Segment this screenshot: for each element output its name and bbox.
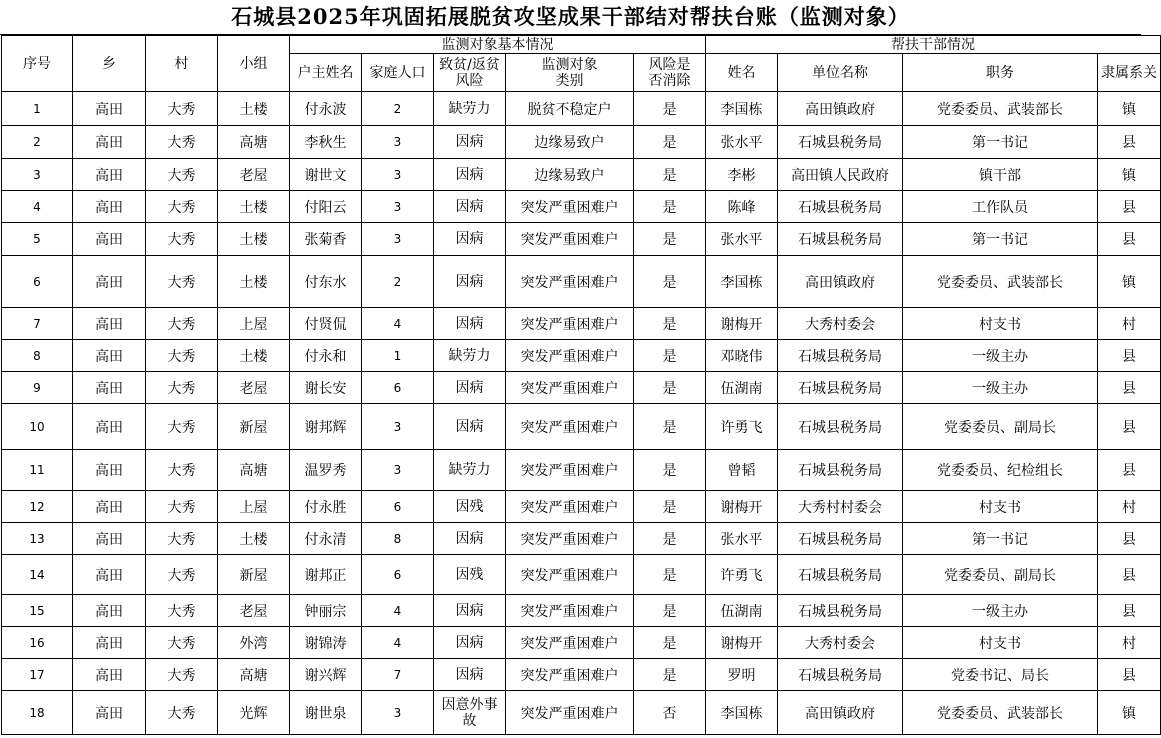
cell-position: 党委委员、副局长	[903, 555, 1098, 595]
table-row	[2, 595, 1161, 627]
cell-eliminated: 是	[634, 92, 706, 126]
cell-township: 高田	[73, 691, 146, 735]
cell-name: 李彬	[706, 159, 778, 191]
header-risk: 致贫/返贫风险	[434, 54, 506, 92]
cell-position: 工作队员	[903, 191, 1098, 223]
cell-affiliation: 县	[1098, 450, 1161, 491]
cell-position: 第一书记	[903, 223, 1098, 256]
cell-name: 曾韬	[706, 450, 778, 491]
cell-seq: 7	[2, 308, 73, 340]
cell-group: 老屋	[218, 159, 290, 191]
cell-risk: 因病	[434, 308, 506, 340]
helper-ledger-table	[1, 35, 1161, 735]
table-row	[2, 340, 1161, 372]
cell-village: 大秀	[146, 126, 218, 159]
cell-affiliation: 县	[1098, 404, 1161, 450]
cell-village: 大秀	[146, 256, 218, 308]
cell-township: 高田	[73, 491, 146, 523]
cell-position: 党委委员、副局长	[903, 404, 1098, 450]
cell-group: 高塘	[218, 126, 290, 159]
table-row	[2, 523, 1161, 555]
cell-position: 党委书记、局长	[903, 659, 1098, 691]
cell-eliminated: 是	[634, 340, 706, 372]
cell-eliminated: 是	[634, 491, 706, 523]
cell-township: 高田	[73, 595, 146, 627]
header-township: 乡	[73, 36, 146, 92]
cell-unit: 高田镇政府	[778, 691, 903, 735]
cell-unit: 大秀村委会	[778, 308, 903, 340]
cell-affiliation: 县	[1098, 659, 1161, 691]
header-family-size: 家庭人口	[362, 54, 434, 92]
cell-position: 一级主办	[903, 340, 1098, 372]
cell-affiliation: 县	[1098, 126, 1161, 159]
cell-unit: 石城县税务局	[778, 450, 903, 491]
cell-category: 突发严重困难户	[506, 404, 634, 450]
cell-village: 大秀	[146, 450, 218, 491]
cell-affiliation: 县	[1098, 223, 1161, 256]
cell-name: 罗明	[706, 659, 778, 691]
cell-position: 一级主办	[903, 372, 1098, 404]
cell-township: 高田	[73, 404, 146, 450]
cell-position: 第一书记	[903, 523, 1098, 555]
cell-village: 大秀	[146, 404, 218, 450]
header-affiliation: 隶属系关	[1098, 54, 1161, 92]
header-group: 小组	[218, 36, 290, 92]
cell-category: 突发严重困难户	[506, 256, 634, 308]
cell-category: 突发严重困难户	[506, 372, 634, 404]
cell-householder: 谢世文	[290, 159, 362, 191]
cell-name: 邓晓伟	[706, 340, 778, 372]
cell-category: 突发严重困难户	[506, 223, 634, 256]
cell-name: 许勇飞	[706, 404, 778, 450]
cell-name: 李国栋	[706, 256, 778, 308]
cell-seq: 14	[2, 555, 73, 595]
cell-village: 大秀	[146, 491, 218, 523]
cell-name: 张水平	[706, 223, 778, 256]
cell-householder: 付贤侃	[290, 308, 362, 340]
cell-category: 突发严重困难户	[506, 523, 634, 555]
cell-seq: 18	[2, 691, 73, 735]
cell-risk: 缺劳力	[434, 92, 506, 126]
cell-eliminated: 是	[634, 256, 706, 308]
cell-township: 高田	[73, 256, 146, 308]
cell-category: 突发严重困难户	[506, 555, 634, 595]
cell-householder: 谢锦涛	[290, 627, 362, 659]
cell-householder: 付永和	[290, 340, 362, 372]
cell-affiliation: 镇	[1098, 92, 1161, 126]
cell-family-size: 8	[362, 523, 434, 555]
cell-group: 高塘	[218, 450, 290, 491]
cell-affiliation: 县	[1098, 340, 1161, 372]
table-row	[2, 555, 1161, 595]
cell-affiliation: 县	[1098, 555, 1161, 595]
cell-village: 大秀	[146, 627, 218, 659]
cell-family-size: 4	[362, 627, 434, 659]
cell-householder: 谢兴辉	[290, 659, 362, 691]
cell-householder: 谢长安	[290, 372, 362, 404]
cell-village: 大秀	[146, 340, 218, 372]
cell-family-size: 3	[362, 404, 434, 450]
cell-category: 边缘易致户	[506, 126, 634, 159]
cell-group: 老屋	[218, 372, 290, 404]
cell-group: 光辉	[218, 691, 290, 735]
cell-affiliation: 县	[1098, 595, 1161, 627]
cell-affiliation: 村	[1098, 627, 1161, 659]
cell-family-size: 3	[362, 450, 434, 491]
cell-unit: 高田镇政府	[778, 92, 903, 126]
cell-family-size: 4	[362, 308, 434, 340]
cell-family-size: 3	[362, 691, 434, 735]
cell-seq: 11	[2, 450, 73, 491]
cell-township: 高田	[73, 308, 146, 340]
cell-seq: 17	[2, 659, 73, 691]
table-row	[2, 372, 1161, 404]
cell-seq: 5	[2, 223, 73, 256]
cell-eliminated: 否	[634, 691, 706, 735]
cell-seq: 12	[2, 491, 73, 523]
cell-family-size: 3	[362, 126, 434, 159]
cell-affiliation: 村	[1098, 491, 1161, 523]
cell-risk: 因意外事故	[434, 691, 506, 735]
header-unit: 单位名称	[778, 54, 903, 92]
table-row	[2, 256, 1161, 308]
cell-name: 伍湖南	[706, 372, 778, 404]
cell-householder: 付永胜	[290, 491, 362, 523]
cell-risk: 因病	[434, 191, 506, 223]
cell-affiliation: 村	[1098, 308, 1161, 340]
cell-township: 高田	[73, 627, 146, 659]
cell-unit: 石城县税务局	[778, 372, 903, 404]
cell-name: 张水平	[706, 523, 778, 555]
cell-name: 谢梅开	[706, 491, 778, 523]
cell-family-size: 3	[362, 159, 434, 191]
cell-village: 大秀	[146, 691, 218, 735]
cell-category: 突发严重困难户	[506, 691, 634, 735]
cell-category: 突发严重困难户	[506, 659, 634, 691]
cell-eliminated: 是	[634, 555, 706, 595]
cell-village: 大秀	[146, 555, 218, 595]
cell-village: 大秀	[146, 523, 218, 555]
cell-eliminated: 是	[634, 659, 706, 691]
cell-family-size: 7	[362, 659, 434, 691]
cell-unit: 石城县税务局	[778, 191, 903, 223]
cell-township: 高田	[73, 126, 146, 159]
cell-eliminated: 是	[634, 450, 706, 491]
cell-householder: 付永清	[290, 523, 362, 555]
cell-group: 土楼	[218, 223, 290, 256]
cell-eliminated: 是	[634, 372, 706, 404]
cell-position: 镇干部	[903, 159, 1098, 191]
cell-group: 土楼	[218, 256, 290, 308]
cell-risk: 因病	[434, 627, 506, 659]
cell-township: 高田	[73, 450, 146, 491]
cell-affiliation: 镇	[1098, 159, 1161, 191]
cell-position: 第一书记	[903, 126, 1098, 159]
cell-township: 高田	[73, 340, 146, 372]
cell-group: 新屋	[218, 555, 290, 595]
cell-unit: 高田镇人民政府	[778, 159, 903, 191]
cell-seq: 16	[2, 627, 73, 659]
cell-householder: 付永波	[290, 92, 362, 126]
cell-risk: 因病	[434, 595, 506, 627]
cell-group: 高塘	[218, 659, 290, 691]
cell-householder: 钟丽宗	[290, 595, 362, 627]
cell-seq: 4	[2, 191, 73, 223]
cell-village: 大秀	[146, 159, 218, 191]
table-row	[2, 223, 1161, 256]
cell-eliminated: 是	[634, 627, 706, 659]
cell-village: 大秀	[146, 595, 218, 627]
table-row	[2, 92, 1161, 126]
table-row	[2, 491, 1161, 523]
cell-name: 许勇飞	[706, 555, 778, 595]
cell-family-size: 6	[362, 372, 434, 404]
table-row	[2, 627, 1161, 659]
page-title: 石城县2025年巩固拓展脱贫攻坚成果干部结对帮扶台账（监测对象）	[0, 0, 1141, 35]
header-category: 监测对象类别	[506, 54, 634, 92]
cell-eliminated: 是	[634, 126, 706, 159]
cell-unit: 石城县税务局	[778, 595, 903, 627]
cell-eliminated: 是	[634, 595, 706, 627]
table-row	[2, 659, 1161, 691]
cell-risk: 缺劳力	[434, 450, 506, 491]
header-basic-info: 监测对象基本情况	[290, 36, 706, 54]
cell-group: 土楼	[218, 340, 290, 372]
cell-position: 党委委员、武装部长	[903, 256, 1098, 308]
cell-family-size: 2	[362, 256, 434, 308]
cell-group: 土楼	[218, 191, 290, 223]
cell-township: 高田	[73, 92, 146, 126]
cell-unit: 大秀村委会	[778, 627, 903, 659]
cell-village: 大秀	[146, 659, 218, 691]
cell-category: 突发严重困难户	[506, 450, 634, 491]
cell-seq: 10	[2, 404, 73, 450]
cell-seq: 8	[2, 340, 73, 372]
cell-householder: 付东水	[290, 256, 362, 308]
table-header	[2, 36, 1161, 92]
cell-eliminated: 是	[634, 159, 706, 191]
cell-unit: 高田镇政府	[778, 256, 903, 308]
cell-township: 高田	[73, 223, 146, 256]
cell-group: 土楼	[218, 92, 290, 126]
cell-township: 高田	[73, 555, 146, 595]
cell-name: 谢梅开	[706, 627, 778, 659]
cell-risk: 缺劳力	[434, 340, 506, 372]
cell-risk: 因病	[434, 404, 506, 450]
table-row	[2, 191, 1161, 223]
cell-householder: 张菊香	[290, 223, 362, 256]
cell-category: 突发严重困难户	[506, 340, 634, 372]
cell-position: 村支书	[903, 627, 1098, 659]
cell-unit: 石城县税务局	[778, 126, 903, 159]
cell-risk: 因病	[434, 126, 506, 159]
cell-unit: 石城县税务局	[778, 340, 903, 372]
cell-risk: 因病	[434, 523, 506, 555]
cell-village: 大秀	[146, 223, 218, 256]
table-row	[2, 126, 1161, 159]
table-row	[2, 450, 1161, 491]
cell-group: 上屋	[218, 308, 290, 340]
cell-affiliation: 县	[1098, 523, 1161, 555]
cell-family-size: 1	[362, 340, 434, 372]
cell-township: 高田	[73, 372, 146, 404]
cell-seq: 15	[2, 595, 73, 627]
cell-eliminated: 是	[634, 223, 706, 256]
cell-township: 高田	[73, 523, 146, 555]
cell-seq: 6	[2, 256, 73, 308]
cell-unit: 石城县税务局	[778, 659, 903, 691]
cell-family-size: 3	[362, 191, 434, 223]
cell-affiliation: 镇	[1098, 256, 1161, 308]
cell-village: 大秀	[146, 308, 218, 340]
cell-group: 土楼	[218, 523, 290, 555]
table-row	[2, 159, 1161, 191]
cell-family-size: 2	[362, 92, 434, 126]
cell-name: 张水平	[706, 126, 778, 159]
cell-position: 村支书	[903, 491, 1098, 523]
cell-unit: 大秀村村委会	[778, 491, 903, 523]
cell-family-size: 3	[362, 223, 434, 256]
cell-eliminated: 是	[634, 308, 706, 340]
cell-eliminated: 是	[634, 191, 706, 223]
cell-affiliation: 镇	[1098, 691, 1161, 735]
cell-position: 党委委员、武装部长	[903, 691, 1098, 735]
cell-category: 突发严重困难户	[506, 308, 634, 340]
cell-seq: 2	[2, 126, 73, 159]
cell-risk: 因病	[434, 659, 506, 691]
cell-eliminated: 是	[634, 523, 706, 555]
cell-family-size: 6	[362, 491, 434, 523]
cell-village: 大秀	[146, 372, 218, 404]
cell-position: 村支书	[903, 308, 1098, 340]
header-eliminated: 风险是否消除	[634, 54, 706, 92]
cell-category: 边缘易致户	[506, 159, 634, 191]
cell-affiliation: 县	[1098, 372, 1161, 404]
cell-affiliation: 县	[1098, 191, 1161, 223]
cell-name: 陈峰	[706, 191, 778, 223]
cell-unit: 石城县税务局	[778, 555, 903, 595]
cell-name: 谢梅开	[706, 308, 778, 340]
cell-risk: 因病	[434, 159, 506, 191]
cell-name: 李国栋	[706, 92, 778, 126]
cell-householder: 付阳云	[290, 191, 362, 223]
header-helper-name: 姓名	[706, 54, 778, 92]
cell-risk: 因残	[434, 555, 506, 595]
cell-risk: 因病	[434, 256, 506, 308]
cell-group: 老屋	[218, 595, 290, 627]
cell-position: 党委委员、武装部长	[903, 92, 1098, 126]
cell-village: 大秀	[146, 191, 218, 223]
cell-category: 突发严重困难户	[506, 595, 634, 627]
cell-householder: 谢邦辉	[290, 404, 362, 450]
cell-householder: 谢世泉	[290, 691, 362, 735]
cell-category: 突发严重困难户	[506, 627, 634, 659]
header-helper-info: 帮扶干部情况	[706, 36, 1161, 54]
cell-township: 高田	[73, 659, 146, 691]
cell-position: 一级主办	[903, 595, 1098, 627]
cell-unit: 石城县税务局	[778, 223, 903, 256]
cell-risk: 因病	[434, 372, 506, 404]
table-body	[2, 92, 1161, 735]
table-row	[2, 404, 1161, 450]
cell-family-size: 4	[362, 595, 434, 627]
cell-township: 高田	[73, 191, 146, 223]
cell-name: 李国栋	[706, 691, 778, 735]
cell-risk: 因残	[434, 491, 506, 523]
cell-name: 伍湖南	[706, 595, 778, 627]
cell-township: 高田	[73, 159, 146, 191]
header-village: 村	[146, 36, 218, 92]
cell-group: 上屋	[218, 491, 290, 523]
cell-category: 突发严重困难户	[506, 191, 634, 223]
cell-village: 大秀	[146, 92, 218, 126]
cell-group: 新屋	[218, 404, 290, 450]
cell-seq: 13	[2, 523, 73, 555]
cell-category: 突发严重困难户	[506, 491, 634, 523]
table-row	[2, 308, 1161, 340]
cell-group: 外湾	[218, 627, 290, 659]
table-row	[2, 691, 1161, 735]
cell-unit: 石城县税务局	[778, 523, 903, 555]
header-seq: 序号	[2, 36, 73, 92]
cell-seq: 9	[2, 372, 73, 404]
cell-householder: 李秋生	[290, 126, 362, 159]
cell-householder: 温罗秀	[290, 450, 362, 491]
cell-family-size: 6	[362, 555, 434, 595]
cell-position: 党委委员、纪检组长	[903, 450, 1098, 491]
cell-seq: 1	[2, 92, 73, 126]
cell-risk: 因病	[434, 223, 506, 256]
cell-householder: 谢邦正	[290, 555, 362, 595]
header-position: 职务	[903, 54, 1098, 92]
cell-category: 脱贫不稳定户	[506, 92, 634, 126]
cell-unit: 石城县税务局	[778, 404, 903, 450]
cell-eliminated: 是	[634, 404, 706, 450]
cell-seq: 3	[2, 159, 73, 191]
header-householder: 户主姓名	[290, 54, 362, 92]
